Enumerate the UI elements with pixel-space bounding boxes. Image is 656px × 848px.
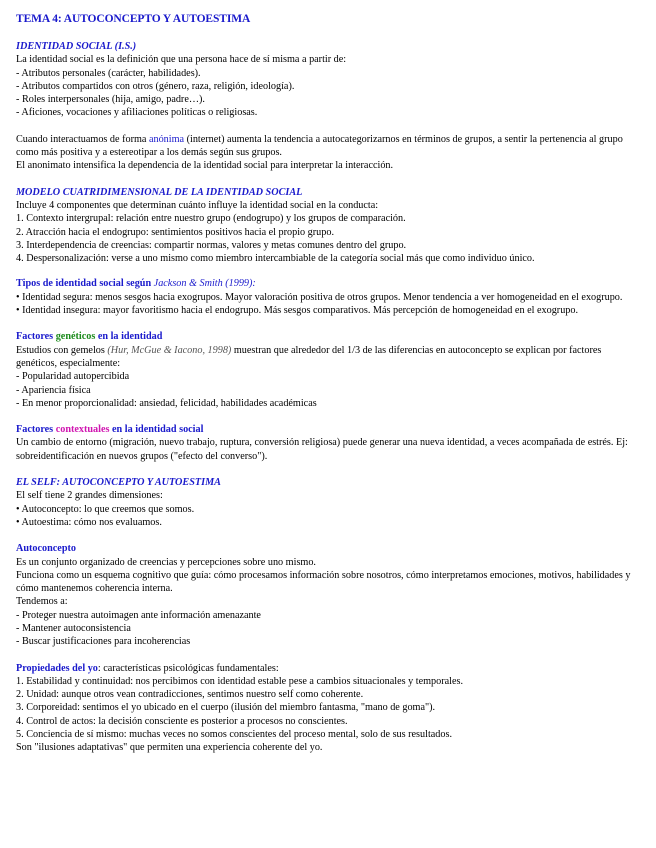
section-heading-contextuales: Factores contextuales en la identidad social	[16, 424, 204, 436]
citation: Jackson & Smith (1999):	[153, 278, 256, 290]
list-item: - Apariencia física	[16, 384, 91, 396]
page-title: TEMA 4: AUTOCONCEPTO Y AUTOESTIMA	[16, 13, 251, 25]
section-self	[16, 476, 640, 529]
autoconcepto-p3: Tendemos a:	[16, 596, 68, 608]
list-item: - Mantener autoconsistencia	[16, 622, 131, 634]
section-modelo	[16, 186, 640, 266]
list-item: - Buscar justificaciones para incoherencias	[16, 636, 191, 648]
list-item: • Autoestima: cómo nos evaluamos.	[16, 516, 162, 528]
propiedades-closing: Son "ilusiones adaptativas" que permiten una experiencia coherente del yo.	[16, 742, 323, 754]
list-item: - Popularidad autopercibida	[16, 371, 130, 383]
section-heading-self: EL SELF: AUTOCONCEPTO Y AUTOESTIMA	[16, 477, 221, 489]
section-heading-autoconcepto: Autoconcepto	[16, 543, 76, 555]
section-contextuales	[16, 423, 640, 463]
list-item: 1. Estabilidad y continuidad: nos percibimos con identidad estable pese a cambios situacionales y temporales.	[16, 675, 464, 687]
list-item: 4. Despersonalización: verse a uno mismo como miembro intercambiable de la categoría social más que como individuo único.	[16, 253, 535, 265]
modelo-intro: Incluye 4 componentes que determinan cuánto influye la identidad social en la conducta:	[16, 199, 379, 211]
list-item: - Proteger nuestra autoimagen ante información amenazante	[16, 609, 261, 621]
section-heading-tipos: Tipos de identidad social según Jackson & Smith (1999):	[16, 278, 256, 290]
list-item: 2. Unidad: aunque otros vean contradicciones, sentimos nuestro self como coherente.	[16, 689, 364, 701]
geneticos-paragraph: Estudios con gemelos (Hur, McGue & Iacono, 1998) muestran que alrededor del 1/3 de las diferencias en autoconcepto se explican por factores genéticos, especialmente:	[16, 344, 602, 369]
self-intro: El self tiene 2 grandes dimensiones:	[16, 490, 163, 502]
list-item: - Atributos compartidos con otros (género, raza, religión, ideología).	[16, 80, 295, 92]
contextuales-paragraph: Un cambio de entorno (migración, nuevo trabajo, ruptura, conversión religiosa) puede generar una nueva identidad, a veces acompañada de estrés. Ej: sobreidentificación en nuevos grupos ("efecto del converso").	[16, 437, 628, 462]
list-item: 3. Interdependencia de creencias: compartir normas, valores y metas comunes dentro del grupo.	[16, 239, 407, 251]
anonimato-paragraph: Cuando interactuamos de forma anónima (internet) aumenta la tendencia a autocategorizarnos en términos de grupos, a sentir la pertenencia al grupo como más positiva y a estereotipar a los demás según sus grupos.	[16, 133, 623, 159]
list-item: - Roles interpersonales (hija, amigo, padre…).	[16, 94, 205, 106]
anonimato-conclusion: El anonimato intensifica la dependencia de la identidad social para interpretar la interacción.	[16, 160, 394, 172]
section-heading-identidad-social: IDENTIDAD SOCIAL (I.S.)	[16, 41, 137, 52]
section-heading-geneticos: Factores genéticos en la identidad	[16, 331, 163, 343]
list-item: • Identidad insegura: mayor favoritismo hacia el endogrupo. Más sesgos comparativos. Más percepción de homogeneidad en el exogrupo.	[16, 305, 579, 317]
section-heading-modelo: MODELO CUATRIDIMENSIONAL DE LA IDENTIDAD SOCIAL	[16, 186, 303, 198]
list-item: - Aficiones, vocaciones y afiliaciones políticas o religiosas.	[16, 107, 258, 119]
section-heading-propiedades: Propiedades del yo: características psicológicas fundamentales:	[16, 662, 279, 674]
highlight-anonima: anónima	[148, 133, 185, 145]
section-autoconcepto	[16, 542, 640, 648]
section-geneticos	[16, 330, 640, 410]
section-tipos	[16, 277, 640, 317]
list-item: • Identidad segura: menos sesgos hacia exogrupos. Mayor valoración positiva de otros grupos. Menor tendencia a ver homogeneidad en el exogrupo.	[16, 291, 623, 303]
citation: (Hur, McGue & Iacono, 1998)	[107, 344, 232, 356]
section-propiedades	[16, 662, 640, 755]
list-item: 1. Contexto intergrupal: relación entre nuestro grupo (endogrupo) y los grupos de comparación.	[16, 213, 406, 225]
list-item: 2. Atracción hacia el endogrupo: sentimientos positivos hacia el propio grupo.	[16, 226, 335, 238]
list-item: 3. Corporeidad: sentimos el yo ubicado en el cuerpo (ilusión del miembro fantasma, "mano de goma").	[16, 702, 436, 714]
section-anonimato	[16, 133, 640, 173]
autoconcepto-p1: Es un conjunto organizado de creencias y percepciones sobre uno mismo.	[16, 556, 316, 568]
list-item: 5. Conciencia de sí mismo: muchas veces no somos conscientes del proceso mental, solo de sus resultados.	[16, 729, 452, 741]
list-item: - Atributos personales (carácter, habilidades).	[16, 67, 201, 79]
list-item: • Autoconcepto: lo que creemos que somos.	[16, 503, 195, 515]
section-identidad-social	[16, 40, 640, 120]
identidad-intro: La identidad social es la definición que una persona hace de sí misma a partir de:	[16, 54, 347, 66]
autoconcepto-p2: Funciona como un esquema cognitivo que guía: cómo procesamos información sobre nosotros, cómo interpretamos emociones, motivos, habilidades y cómo mantenemos coherencia interna.	[16, 569, 631, 595]
list-item: 4. Control de actos: la decisión consciente es posterior a procesos no conscientes.	[16, 715, 348, 727]
list-item: - En menor proporcionalidad: ansiedad, felicidad, habilidades académicas	[16, 397, 317, 409]
